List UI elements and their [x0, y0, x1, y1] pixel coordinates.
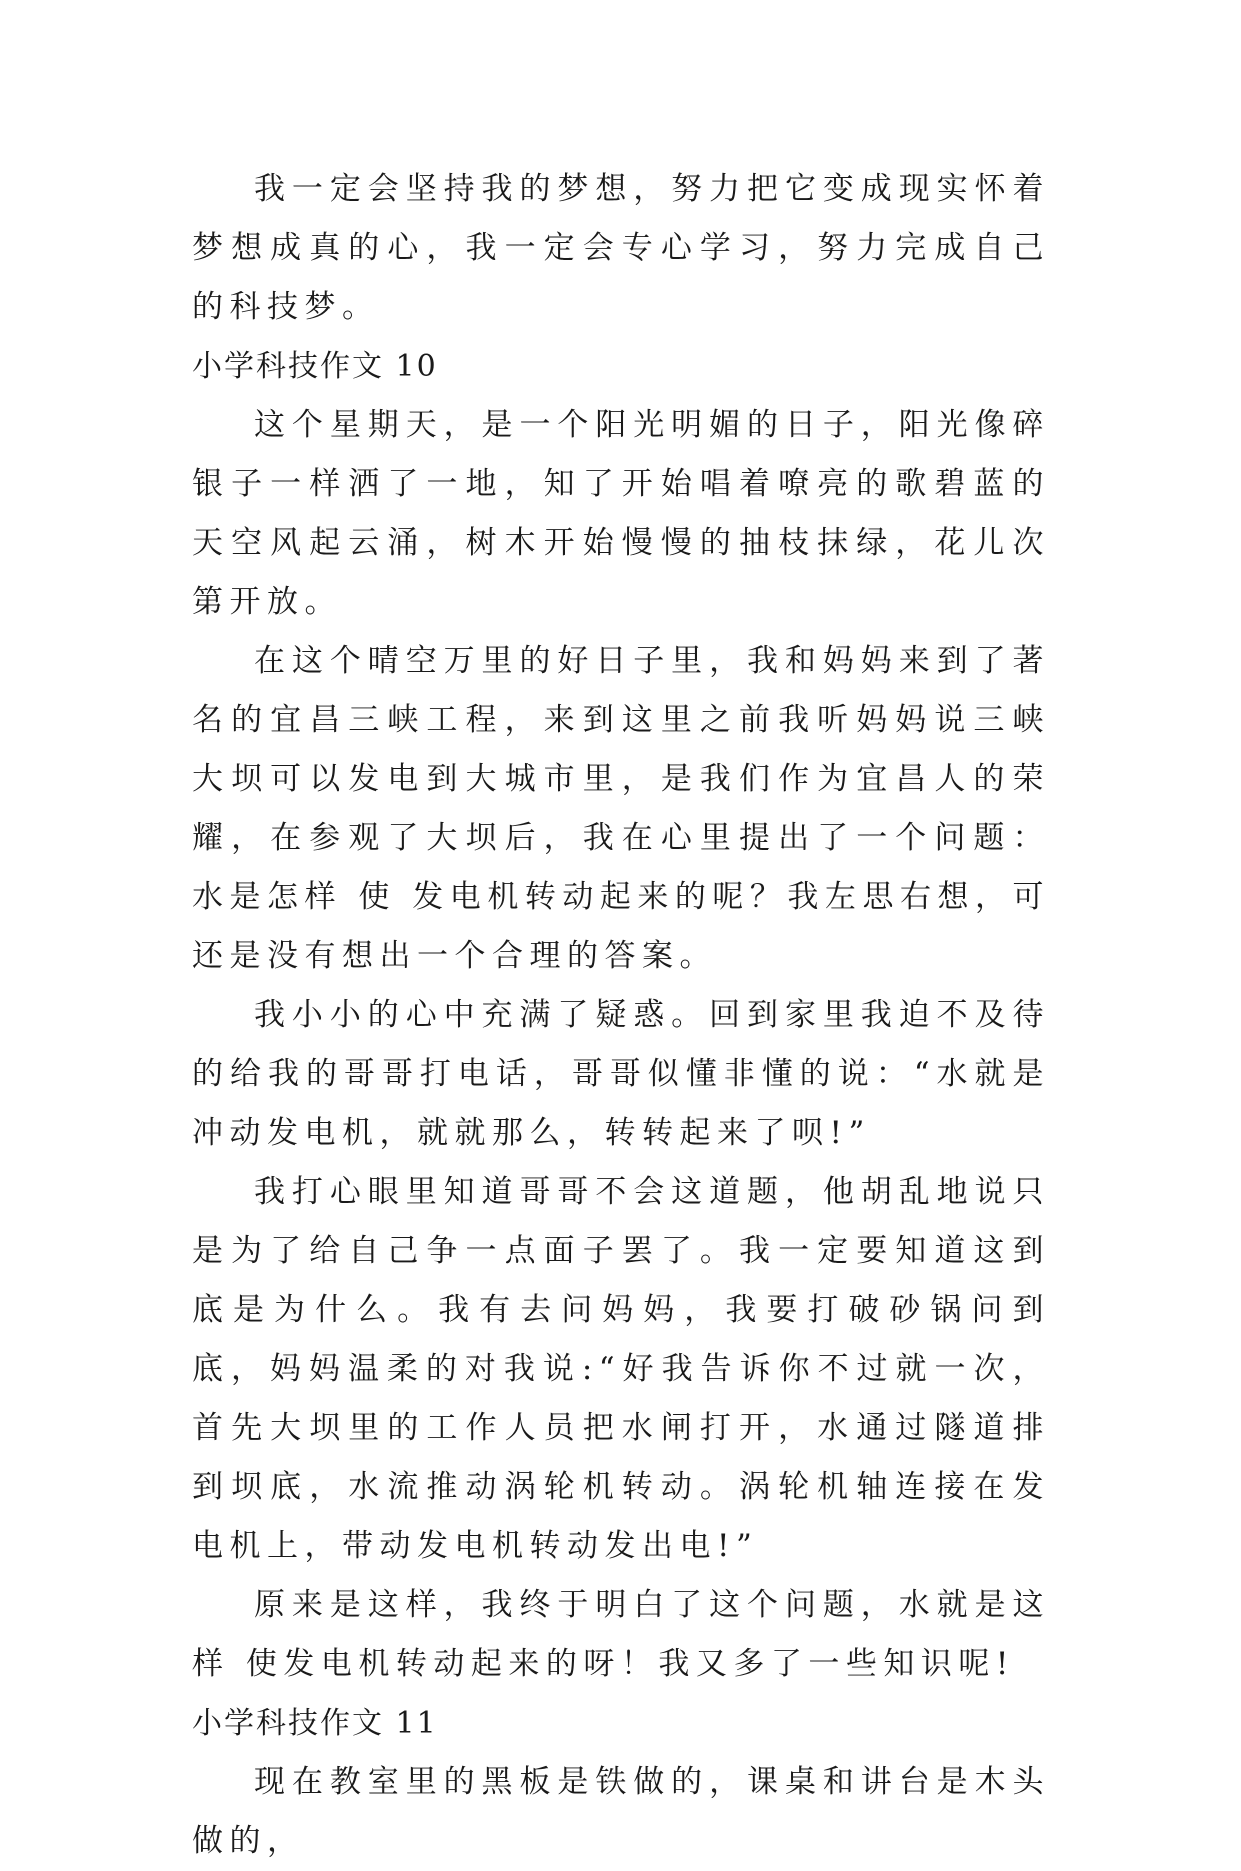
paragraph-brother-call: 我小小的心中充满了疑惑。回到家里我迫不及待的给我的哥哥打电话，哥哥似懂非懂的说：“水就是冲动发电机，就就那么，转转起来了呗!” — [192, 997, 1050, 1151]
document-body — [192, 160, 1050, 1871]
paragraph-sunday: 这个星期天，是一个阳光明媚的日子，阳光像碎银子一样洒了一地，知了开始唱着嘹亮的歌碧蓝的天空风起云涌，树木开始慢慢的抽枝抹绿，花儿次第开放。 — [192, 407, 1050, 620]
paragraph-conclusion: 原来是这样，我终于明白了这个问题，水就是这样 使发电机转动起来的呀！我又多了一些知识呢! — [192, 1587, 1050, 1682]
essay-heading-11: 小学科技作文 11 — [192, 1706, 438, 1741]
essay-heading-10: 小学科技作文 10 — [192, 349, 438, 384]
paragraph-three-gorges: 在这个晴空万里的好日子里，我和妈妈来到了著名的宜昌三峡工程，来到这里之前我听妈妈说三峡大坝可以发电到大城市里，是我们作为宜昌人的荣耀，在参观了大坝后，我在心里提出了一个问题：水是怎样 使 发电机转动起来的呢？我左思右想，可还是没有想出一个合理的答案。 — [192, 643, 1050, 974]
paragraph-classroom: 现在教室里的黑板是铁做的，课桌和讲台是木头做的， — [192, 1764, 1050, 1859]
paragraph-dream: 我一定会坚持我的梦想，努力把它变成现实怀着梦想成真的心，我一定会专心学习，努力完成自己的科技梦。 — [192, 171, 1050, 325]
paragraph-mother-explains: 我打心眼里知道哥哥不会这道题，他胡乱地说只是为了给自己争一点面子罢了。我一定要知道这到底是为什么。我有去问妈妈，我要打破砂锅问到底，妈妈温柔的对我说:“好我告诉你不过就一次，首先大坝里的工作人员把水闸打开，水通过隧道排到坝底，水流推动涡轮机转动。涡轮机轴连接在发电机上，带动发电机转动发出电!” — [192, 1174, 1050, 1564]
